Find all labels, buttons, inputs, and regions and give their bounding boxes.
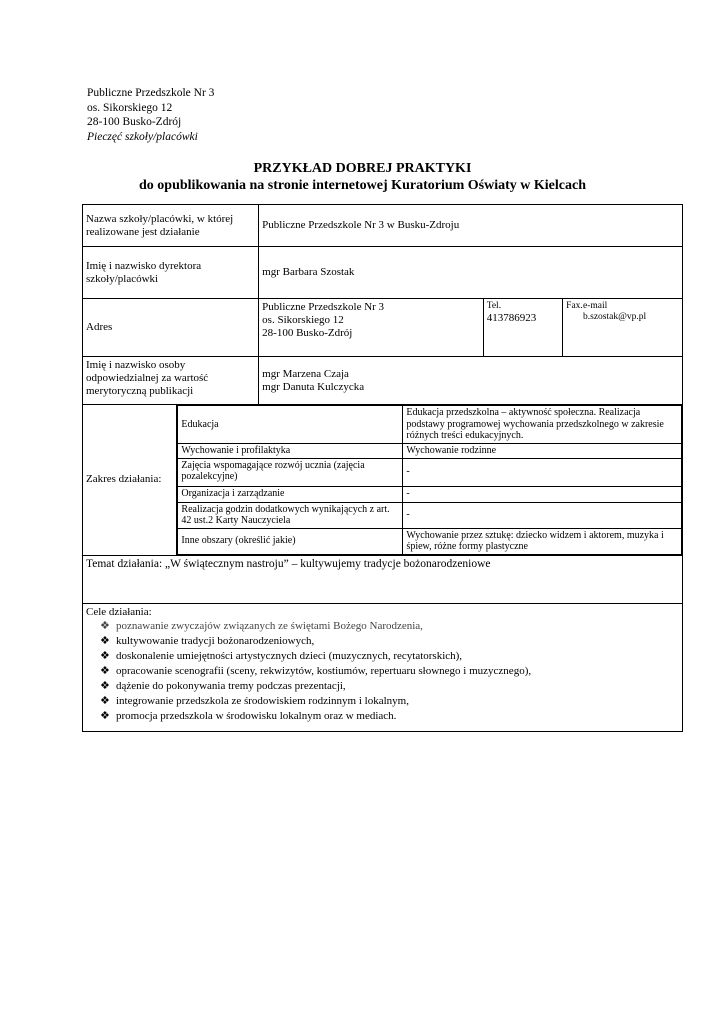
form-table <box>82 204 683 732</box>
address-label: Adres <box>83 299 259 357</box>
goal-item: ❖ promocja przedszkola w środowisku lokalnym oraz w mediach. <box>100 709 397 722</box>
scope-value: - <box>403 486 682 502</box>
goals-list <box>86 619 679 724</box>
phone-value: 413786923 <box>486 312 537 324</box>
stamp-caption: Pieczęć szkoły/placówki <box>87 130 198 143</box>
email-cell <box>583 301 679 323</box>
stamp-line-3: 28-100 Busko-Zdrój <box>87 116 182 128</box>
goals-label: Cele działania: <box>86 605 152 618</box>
school-name-value: Publiczne Przedszkole Nr 3 w Busku-Zdroju <box>259 205 683 247</box>
goal-item: ❖ integrowanie przedszkola ze środowiskiem rodzinnym i lokalnym, <box>100 694 409 707</box>
scope-value: - <box>403 458 682 486</box>
diamond-bullet-icon: ❖ <box>100 649 110 662</box>
scope-label: Zakres działania: <box>83 405 177 556</box>
document-subtitle: do opublikowania na stronie internetowej Kuratorium Oświaty w Kielcach <box>139 178 586 193</box>
responsible-label: Imię i nazwisko osoby odpowiedzialnej za wartość merytoryczną publikacji <box>83 357 259 405</box>
stamp-line-1: Publiczne Przedszkole Nr 3 <box>87 87 215 99</box>
address-line-2: os. Sikorskiego 12 <box>262 314 344 326</box>
goal-item: ❖ dążenie do pokonywania tremy podczas prezentacji, <box>100 679 346 692</box>
goal-item: ❖ doskonalenie umiejętności artystycznych dzieci (muzycznych, recytatorskich), <box>100 649 463 662</box>
scope-value: Edukacja przedszkolna – aktywność społeczna. Realizacja podstawy programowej wychowania przedszkolnego w zakresie różnych treści edukacyjnych. <box>403 406 682 444</box>
fax-label: Fax. <box>566 301 583 311</box>
scope-value: - <box>403 502 682 528</box>
goal-item: ❖ poznawanie zwyczajów związanych ze świętami Bożego Narodzenia, <box>100 619 423 632</box>
address-line-1: Publiczne Przedszkole Nr 3 <box>262 301 385 313</box>
diamond-bullet-icon: ❖ <box>100 664 110 677</box>
email-label: e-mail <box>583 301 608 311</box>
scope-area: Zajęcia wspomagające rozwój ucznia (zajęcia pozalekcyjne) <box>178 458 403 486</box>
phone-cell <box>483 299 562 357</box>
diamond-bullet-icon: ❖ <box>100 634 110 647</box>
responsible-value <box>259 357 683 405</box>
scope-area: Wychowanie i profilaktyka <box>178 444 403 459</box>
phone-label: Tel. <box>486 301 502 311</box>
diamond-bullet-icon: ❖ <box>100 694 110 707</box>
director-label: Imię i nazwisko dyrektora szkoły/placówki <box>83 247 259 299</box>
scope-area: Edukacja <box>178 406 403 444</box>
stamp-line-2: os. Sikorskiego 12 <box>87 101 173 114</box>
scope-area: Inne obszary (określić jakie) <box>178 528 403 554</box>
school-stamp-block <box>87 86 214 144</box>
responsible-person-2: mgr Danuta Kulczycka <box>262 380 365 393</box>
document-title: PRZYKŁAD DOBREJ PRAKTYKI <box>253 161 472 176</box>
topic-cell: Temat działania: „W świątecznym nastroju” – kultywujemy tradycje bożonarodzeniowe <box>83 555 683 603</box>
diamond-bullet-icon: ❖ <box>100 709 110 722</box>
diamond-bullet-icon: ❖ <box>100 619 110 632</box>
scope-area: Realizacja godzin dodatkowych wynikających z art. 42 ust.2 Karty Nauczyciela <box>178 502 403 528</box>
scope-area: Organizacja i zarządzanie <box>178 486 403 502</box>
school-name-label: Nazwa szkoły/placówki, w której realizowane jest działanie <box>83 205 259 247</box>
email-value: b.szostak@vp.pl <box>583 312 647 322</box>
goal-item: ❖ kultywowanie tradycji bożonarodzeniowych, <box>100 634 315 647</box>
address-line-3: 28-100 Busko-Zdrój <box>262 327 353 339</box>
scope-value: Wychowanie przez sztukę: dziecko widzem i aktorem, muzyka i śpiew, różne formy plastyczne <box>403 528 682 554</box>
scope-value: Wychowanie rodzinne <box>403 444 682 459</box>
goal-item: ❖ opracowanie scenografii (sceny, rekwizytów, kostiumów, repertuaru słownego i muzycznego), <box>100 664 532 677</box>
goals-cell <box>83 603 683 731</box>
scope-table <box>177 405 682 555</box>
director-value: mgr Barbara Szostak <box>259 247 683 299</box>
scope-cell <box>177 405 683 556</box>
responsible-person-1: mgr Marzena Czaja <box>262 367 349 380</box>
diamond-bullet-icon: ❖ <box>100 679 110 692</box>
address-value <box>259 299 484 357</box>
